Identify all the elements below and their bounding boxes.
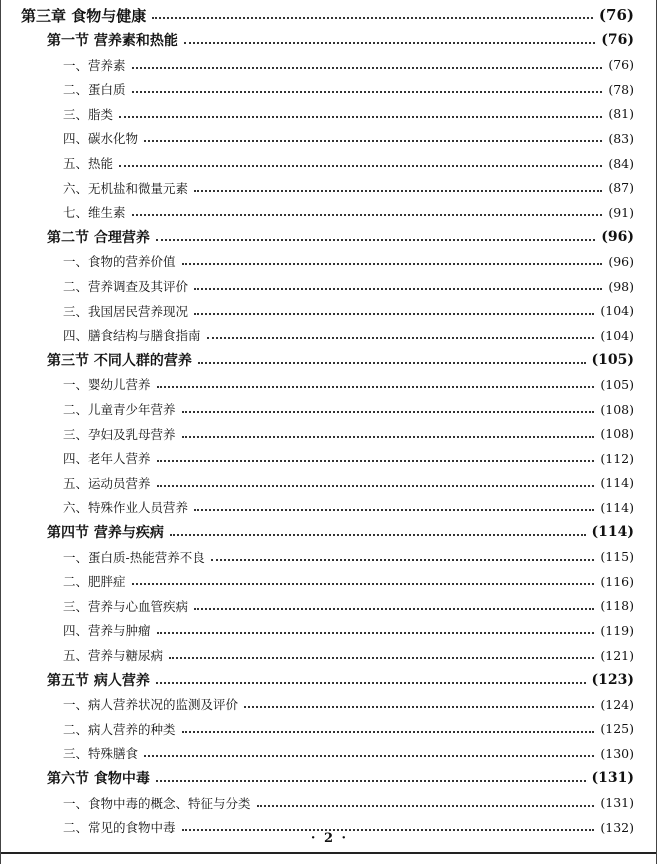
dot-leader bbox=[170, 534, 586, 536]
dot-leader bbox=[182, 411, 595, 413]
toc-entry-title: 第四节 营养与疾病 bbox=[47, 525, 164, 541]
toc-entry-page: (96) bbox=[601, 228, 634, 245]
dot-leader bbox=[132, 583, 595, 585]
dot-leader bbox=[119, 116, 602, 118]
dot-leader bbox=[156, 780, 586, 782]
dot-leader bbox=[194, 608, 594, 610]
toc-entry-title: 三、营养与心血管疾病 bbox=[63, 598, 189, 614]
toc-entry-title: 二、肥胖症 bbox=[63, 574, 126, 590]
toc-chapter-page: (76) bbox=[598, 6, 634, 24]
toc-entry-page: (81) bbox=[608, 106, 634, 122]
toc-entry-page: (124) bbox=[600, 696, 634, 712]
toc-entry-page: (83) bbox=[608, 130, 634, 146]
dot-leader bbox=[132, 214, 603, 216]
dot-leader bbox=[194, 288, 602, 290]
toc-entry-page: (84) bbox=[608, 155, 634, 171]
toc-entry-title: 二、营养调查及其评价 bbox=[63, 279, 189, 294]
dot-leader bbox=[194, 509, 594, 511]
toc-entry-title: 第一节 营养素和热能 bbox=[47, 33, 178, 49]
toc-entry-page: (91) bbox=[608, 204, 634, 220]
toc-entry-page: (125) bbox=[600, 721, 634, 737]
toc-subsection[interactable] bbox=[63, 644, 634, 666]
toc-entry-title: 六、特殊作业人员营养 bbox=[63, 500, 189, 516]
dot-leader bbox=[211, 559, 595, 561]
dot-leader bbox=[144, 755, 594, 757]
toc-entry-page: (98) bbox=[608, 278, 634, 294]
toc-entry-title: 第二节 合理营养 bbox=[47, 229, 150, 246]
toc-subsection[interactable] bbox=[63, 201, 634, 223]
toc-entry-title: 四、营养与肿瘤 bbox=[63, 623, 151, 639]
toc-entry-page: (114) bbox=[600, 475, 634, 491]
toc-subsection[interactable] bbox=[63, 447, 634, 469]
toc-entry-title: 第六节 食物中毒 bbox=[47, 771, 150, 787]
toc-entry-page: (130) bbox=[600, 745, 634, 761]
dot-leader bbox=[157, 460, 595, 462]
dot-leader bbox=[152, 17, 593, 19]
dot-leader bbox=[119, 165, 602, 167]
toc-subsection[interactable] bbox=[63, 570, 634, 592]
toc-entry-title: 七、维生素 bbox=[63, 205, 126, 221]
toc-chapter-title: 第三章 食物与健康 bbox=[21, 6, 147, 25]
toc-entry-page: (105) bbox=[600, 376, 634, 392]
toc-subsection[interactable] bbox=[63, 54, 634, 76]
toc-entry-title: 第五节 病人营养 bbox=[47, 672, 150, 689]
toc-subsection[interactable] bbox=[63, 324, 634, 346]
toc-subsection[interactable] bbox=[63, 398, 634, 420]
toc-section[interactable] bbox=[47, 29, 634, 51]
toc-entry-title: 一、营养素 bbox=[63, 57, 126, 73]
toc-section[interactable] bbox=[47, 349, 634, 371]
dot-leader bbox=[194, 190, 602, 192]
dot-leader bbox=[132, 91, 603, 93]
toc-entry-page: (131) bbox=[591, 770, 634, 786]
toc-entry-page: (87) bbox=[608, 180, 634, 196]
toc-subsection[interactable] bbox=[63, 423, 634, 445]
footer-rule bbox=[1, 852, 656, 854]
toc-entry-page: (121) bbox=[600, 647, 634, 663]
toc-section[interactable] bbox=[47, 521, 634, 543]
toc-entry-title: 四、膳食结构与膳食指南 bbox=[63, 328, 201, 344]
dot-leader bbox=[156, 239, 595, 241]
toc-entry-title: 一、婴幼儿营养 bbox=[63, 377, 151, 393]
toc-entry-title: 三、特殊膳食 bbox=[63, 746, 139, 762]
toc-entry-page: (104) bbox=[600, 327, 634, 343]
toc-entry-page: (112) bbox=[600, 450, 634, 466]
toc-subsection[interactable] bbox=[63, 103, 634, 125]
dot-leader bbox=[194, 313, 594, 315]
dot-leader bbox=[157, 632, 595, 634]
toc-entry-page: (96) bbox=[608, 253, 634, 269]
toc-entry-title: 二、儿童青少年营养 bbox=[63, 402, 176, 417]
dot-leader bbox=[156, 682, 586, 684]
toc-subsection[interactable] bbox=[63, 718, 634, 740]
toc-subsection[interactable] bbox=[63, 472, 634, 494]
dot-leader bbox=[132, 67, 603, 69]
toc-entry-page: (114) bbox=[600, 499, 634, 515]
dot-leader bbox=[207, 337, 595, 339]
toc-subsection[interactable] bbox=[63, 693, 634, 715]
toc-entry-page: (118) bbox=[600, 598, 634, 614]
toc-section[interactable] bbox=[47, 226, 634, 248]
dot-leader bbox=[257, 805, 595, 807]
toc-entry-page: (105) bbox=[591, 351, 634, 368]
toc-subsection[interactable] bbox=[63, 300, 634, 322]
toc-section[interactable] bbox=[47, 767, 634, 789]
toc-entry-title: 一、食物中毒的概念、特征与分类 bbox=[63, 795, 251, 811]
toc-entry-title: 六、无机盐和微量元素 bbox=[63, 180, 189, 196]
toc-entry-page: (108) bbox=[600, 401, 634, 417]
toc-entry-page: (108) bbox=[600, 426, 634, 442]
toc-entry-title: 二、病人营养的种类 bbox=[63, 721, 176, 737]
toc-entry-page: (114) bbox=[591, 524, 634, 540]
dot-leader bbox=[157, 386, 595, 388]
toc-entry-page: (116) bbox=[600, 573, 634, 589]
toc-subsection[interactable] bbox=[63, 373, 634, 395]
dot-leader bbox=[198, 362, 586, 364]
toc-entry-page: (132) bbox=[600, 819, 634, 835]
toc-entry-title: 四、老年人营养 bbox=[63, 451, 151, 467]
toc-entry-page: (78) bbox=[608, 81, 634, 97]
dot-leader bbox=[244, 706, 594, 708]
toc-subsection[interactable] bbox=[63, 127, 634, 149]
toc-subsection[interactable] bbox=[63, 619, 634, 641]
toc-chapter[interactable] bbox=[21, 4, 634, 26]
toc-subsection[interactable] bbox=[63, 177, 634, 199]
toc-entry-page: (123) bbox=[591, 671, 634, 688]
toc-entry-title: 三、我国居民营养现况 bbox=[63, 303, 189, 319]
toc-entry-page: (119) bbox=[600, 622, 634, 638]
toc-subsection[interactable] bbox=[63, 250, 634, 272]
toc-entry-title: 三、脂类 bbox=[63, 106, 114, 122]
toc-entry-title: 一、病人营养状况的监测及评价 bbox=[63, 697, 239, 713]
toc-entry-page: (115) bbox=[600, 549, 634, 565]
toc-entry-title: 一、蛋白质-热能营养不良 bbox=[63, 549, 205, 565]
toc-entry-page: (104) bbox=[600, 303, 634, 319]
dot-leader bbox=[169, 657, 594, 659]
toc-entry-title: 五、热能 bbox=[63, 156, 114, 171]
toc-subsection[interactable] bbox=[63, 78, 634, 100]
dot-leader bbox=[157, 485, 595, 487]
toc-entry-title: 二、常见的食物中毒 bbox=[63, 820, 176, 836]
dot-leader bbox=[182, 263, 603, 265]
toc-entry-page: (76) bbox=[608, 57, 634, 73]
toc-entry-title: 四、碳水化物 bbox=[63, 131, 139, 147]
toc-entry-title: 五、运动员营养 bbox=[63, 475, 151, 491]
toc-subsection[interactable] bbox=[63, 275, 634, 297]
toc-entry-page: (131) bbox=[600, 795, 634, 811]
toc-entry-page: (76) bbox=[601, 32, 634, 48]
toc-subsection[interactable] bbox=[63, 152, 634, 174]
page-number: · 2 · bbox=[310, 831, 349, 846]
toc-section[interactable] bbox=[47, 669, 634, 691]
toc-subsection[interactable] bbox=[63, 742, 634, 764]
toc-subsection[interactable] bbox=[63, 546, 634, 568]
toc-subsection[interactable] bbox=[63, 792, 634, 814]
toc-entry-title: 二、蛋白质 bbox=[63, 82, 126, 98]
toc-subsection[interactable] bbox=[63, 595, 634, 617]
toc-entry-title: 第三节 不同人群的营养 bbox=[47, 352, 192, 369]
toc-entry-title: 三、孕妇及乳母营养 bbox=[63, 426, 176, 442]
toc-entry-title: 一、食物的营养价值 bbox=[63, 254, 176, 270]
toc-subsection[interactable] bbox=[63, 496, 634, 518]
dot-leader bbox=[182, 436, 595, 438]
dot-leader bbox=[144, 140, 602, 142]
dot-leader bbox=[182, 731, 595, 733]
dot-leader bbox=[184, 42, 595, 44]
toc-entry-title: 五、营养与糖尿病 bbox=[63, 648, 164, 663]
